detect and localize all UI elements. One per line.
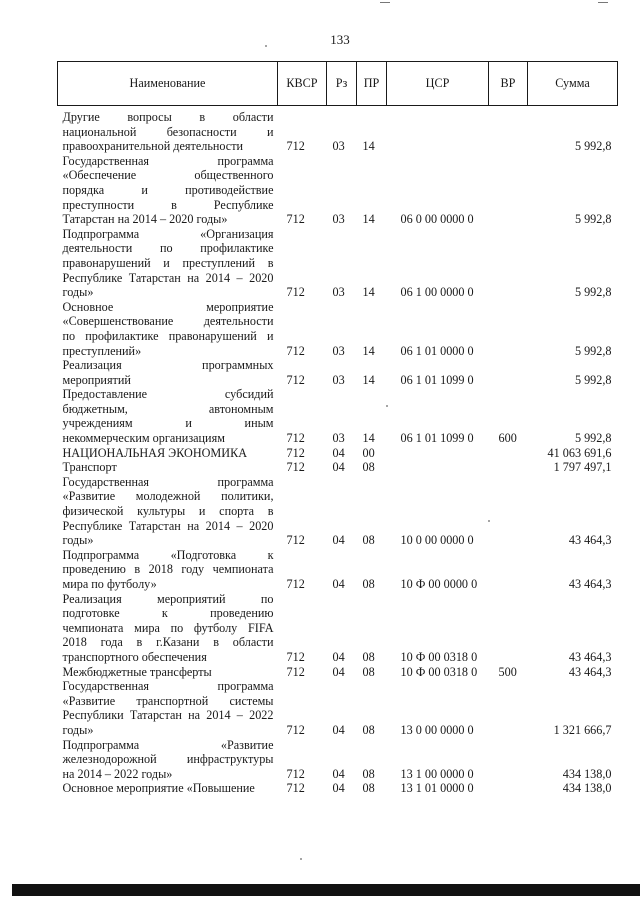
row-name-line: транспортного обеспечения [62, 649, 207, 664]
scan-mark [380, 2, 390, 3]
row-name-line: годы» [62, 533, 94, 548]
row-name-line: чемпионата мира по футболу FIFA [62, 620, 274, 635]
table-row [58, 300, 618, 358]
row-pr: 14 [362, 343, 375, 358]
row-pr: 08 [362, 460, 375, 475]
row-name [58, 106, 278, 154]
row-name-line: «Развитие транспортной системы [62, 693, 274, 708]
row-name-line: годы» [62, 285, 94, 300]
row-kvsr: 712 [286, 445, 305, 460]
row-sum: 5 992,8 [574, 343, 612, 358]
row-csr: 13 1 01 0000 0 [400, 781, 474, 796]
row-sum: 5 992,8 [574, 372, 612, 387]
row-csr: 13 1 00 0000 0 [400, 766, 474, 781]
row-rz: 04 [332, 649, 345, 664]
row-pr: 08 [362, 722, 375, 737]
row-name [58, 592, 278, 665]
row-rz: 03 [332, 212, 345, 227]
row-name [58, 460, 278, 475]
header-sum: Сумма [528, 62, 618, 106]
table-row [58, 738, 618, 782]
row-rz: 03 [332, 431, 345, 446]
row-name-line: проведению в 2018 году чемпионата [62, 562, 274, 577]
header-csr: ЦСР [387, 62, 489, 106]
row-vr [489, 106, 528, 154]
row-name-line: Подпрограмма «Подготовка к [62, 547, 274, 562]
row-rz: 04 [332, 781, 345, 796]
row-vr: 600 [498, 431, 517, 446]
row-rz: 03 [332, 285, 345, 300]
row-vr [489, 460, 528, 475]
scan-speck [265, 45, 267, 47]
row-name-line: национальной безопасности и [62, 124, 274, 139]
table-row [58, 106, 618, 154]
scan-speck [300, 858, 302, 860]
row-pr: 08 [362, 533, 375, 548]
row-name-line: на 2014 – 2022 годы» [62, 766, 173, 781]
row-sum: 434 138,0 [562, 781, 612, 796]
scan-mark [598, 2, 608, 3]
row-name-line: Татарстан на 2014 – 2020 годы» [62, 212, 228, 227]
row-csr: 10 0 00 0000 0 [400, 533, 474, 548]
row-name-line: физической культуры и спорта в [62, 504, 274, 519]
row-kvsr: 712 [286, 372, 305, 387]
row-vr [489, 300, 528, 358]
row-csr: 06 1 00 0000 0 [400, 285, 474, 300]
row-vr [489, 227, 528, 300]
table-body [58, 106, 618, 796]
row-sum: 43 464,3 [568, 649, 612, 664]
row-kvsr: 712 [286, 343, 305, 358]
row-pr: 14 [362, 431, 375, 446]
scan-speck [488, 520, 490, 522]
row-name-line: преступлений» [62, 343, 142, 358]
row-rz: 04 [332, 445, 345, 460]
row-vr [489, 592, 528, 665]
table-row [58, 387, 618, 445]
row-name-line: «Развитие молодежной политики, [62, 489, 274, 504]
row-sum: 1 321 666,7 [553, 722, 612, 737]
row-pr: 14 [362, 139, 375, 154]
row-vr [489, 548, 528, 592]
row-pr: 14 [362, 372, 375, 387]
row-name-line: Реализация программных [62, 358, 274, 373]
row-rz: 03 [332, 139, 345, 154]
row-name-line: Республике Татарстан на 2014 – 2020 [62, 270, 274, 285]
row-rz: 03 [332, 343, 345, 358]
row-csr [387, 460, 489, 475]
row-vr [489, 781, 528, 796]
row-sum: 43 464,3 [568, 664, 612, 679]
row-sum: 5 992,8 [574, 139, 612, 154]
row-name [58, 475, 278, 548]
header-name: Наименование [58, 62, 278, 106]
row-vr [489, 475, 528, 548]
row-name-line: Реализация мероприятий по [62, 591, 274, 606]
row-kvsr: 712 [286, 285, 305, 300]
page-number: 133 [330, 32, 350, 47]
header-kvsr: КВСР [278, 62, 327, 106]
row-sum: 5 992,8 [574, 212, 612, 227]
row-name-line: Подпрограмма «Организация [62, 226, 274, 241]
row-name-line: Предоставление субсидий [62, 387, 274, 402]
table-row [58, 679, 618, 737]
row-name-line: Другие вопросы в области [62, 110, 274, 124]
row-kvsr: 712 [286, 664, 305, 679]
table-row [58, 781, 618, 796]
row-csr: 06 1 01 1099 0 [400, 431, 474, 446]
row-pr: 08 [362, 781, 375, 796]
row-name-line: Государственная программа [62, 153, 274, 168]
row-csr: 10 Ф 00 0000 0 [400, 577, 478, 591]
row-pr: 08 [362, 577, 375, 591]
row-name [58, 154, 278, 227]
row-rz: 04 [332, 766, 345, 781]
row-csr: 06 0 00 0000 0 [400, 212, 474, 227]
row-csr: 13 0 00 0000 0 [400, 722, 474, 737]
row-csr: 10 Ф 00 0318 0 [400, 664, 478, 679]
row-name [58, 781, 278, 796]
header-rz: Рз [327, 62, 357, 106]
row-name-line: преступности в Республике [62, 197, 274, 212]
table-row [58, 592, 618, 665]
row-pr: 14 [362, 285, 375, 300]
table-row [58, 446, 618, 461]
row-sum: 434 138,0 [562, 766, 612, 781]
row-sum: 1 797 497,1 [553, 460, 612, 475]
table-row [58, 475, 618, 548]
table-row [58, 460, 618, 475]
row-rz: 04 [332, 664, 345, 679]
row-sum: 5 992,8 [574, 285, 612, 300]
table-row [58, 548, 618, 592]
row-pr: 14 [362, 212, 375, 227]
row-rz: 03 [332, 372, 345, 387]
row-name [58, 358, 278, 387]
row-name [58, 387, 278, 445]
row-name-line: подготовке к проведению [62, 606, 274, 621]
row-name-line: «Совершенствование деятельности [62, 314, 274, 329]
row-name-line: Подпрограмма «Развитие [62, 737, 274, 752]
row-kvsr: 712 [286, 212, 305, 227]
row-pr: 08 [362, 766, 375, 781]
row-name-line: Государственная программа [62, 679, 274, 694]
row-rz: 04 [332, 460, 345, 475]
row-name-line: Основное мероприятие «Повышение [62, 781, 255, 796]
row-sum: 43 464,3 [568, 577, 612, 591]
header-vr: ВР [489, 62, 528, 106]
table-header-row [58, 62, 618, 106]
row-pr: 00 [362, 445, 375, 460]
row-sum: 43 464,3 [568, 533, 612, 548]
row-kvsr: 712 [286, 781, 305, 796]
row-name-line: годы» [62, 722, 94, 737]
row-name-line: правонарушений и преступлений в [62, 255, 274, 270]
table-row [58, 154, 618, 227]
row-name-line: учреждениям и иным [62, 416, 274, 431]
row-name [58, 446, 278, 461]
row-name [58, 548, 278, 592]
row-name-line: Республике Татарстан на 2014 – 2020 [62, 518, 274, 533]
row-name-line: железнодорожной инфраструктуры [62, 752, 274, 767]
row-name-line: Основное мероприятие [62, 299, 274, 314]
budget-table [57, 61, 618, 796]
row-name [58, 679, 278, 737]
row-kvsr: 712 [286, 722, 305, 737]
row-name-line: «Обеспечение общественного [62, 168, 274, 183]
row-name-line: Межбюджетные трансферты [62, 664, 212, 679]
row-pr: 08 [362, 664, 375, 679]
row-name-line: Транспорт [62, 460, 117, 475]
row-name-line: деятельности по профилактике [62, 241, 274, 256]
row-csr [387, 106, 489, 154]
row-name [58, 300, 278, 358]
scan-speck [386, 405, 388, 407]
row-kvsr: 712 [286, 766, 305, 781]
row-vr [489, 358, 528, 387]
row-rz: 04 [332, 533, 345, 548]
row-rz: 04 [332, 577, 345, 591]
row-vr: 500 [498, 664, 517, 679]
row-csr: 10 Ф 00 0318 0 [400, 649, 478, 664]
row-name-line: порядка и противодействие [62, 182, 274, 197]
row-name-line: бюджетным, автономным [62, 401, 274, 416]
table-row [58, 227, 618, 300]
row-kvsr: 712 [286, 577, 305, 591]
row-vr [489, 738, 528, 782]
row-name [58, 665, 278, 680]
row-csr: 06 1 01 0000 0 [400, 343, 474, 358]
row-kvsr: 712 [286, 139, 305, 154]
header-pr: ПР [357, 62, 387, 106]
row-name-line: Республики Татарстан на 2014 – 2022 [62, 708, 274, 723]
row-kvsr: 712 [286, 431, 305, 446]
row-name-line: мира по футболу» [62, 577, 157, 591]
row-kvsr: 712 [286, 533, 305, 548]
table-row [58, 665, 618, 680]
scan-edge-bar [12, 884, 640, 896]
row-kvsr: 712 [286, 460, 305, 475]
row-name-line: правоохранительной деятельности [62, 139, 244, 154]
row-vr [489, 154, 528, 227]
table-row [58, 358, 618, 387]
row-pr: 08 [362, 649, 375, 664]
row-sum: 41 063 691,6 [547, 445, 612, 460]
row-name-line: по профилактике правонарушений и [62, 328, 274, 343]
row-name-line: мероприятий [62, 372, 131, 387]
row-name-line: Государственная программа [62, 474, 274, 489]
row-csr [387, 446, 489, 461]
row-vr [489, 446, 528, 461]
row-name-line: некоммерческим организациям [62, 431, 225, 446]
row-csr: 06 1 01 1099 0 [400, 372, 474, 387]
row-vr [489, 679, 528, 737]
row-name-line: 2018 года в г.Казани в области [62, 635, 274, 650]
row-kvsr: 712 [286, 649, 305, 664]
row-name-line: НАЦИОНАЛЬНАЯ ЭКОНОМИКА [62, 445, 247, 460]
row-name [58, 738, 278, 782]
row-name [58, 227, 278, 300]
row-sum: 5 992,8 [574, 431, 612, 446]
row-rz: 04 [332, 722, 345, 737]
